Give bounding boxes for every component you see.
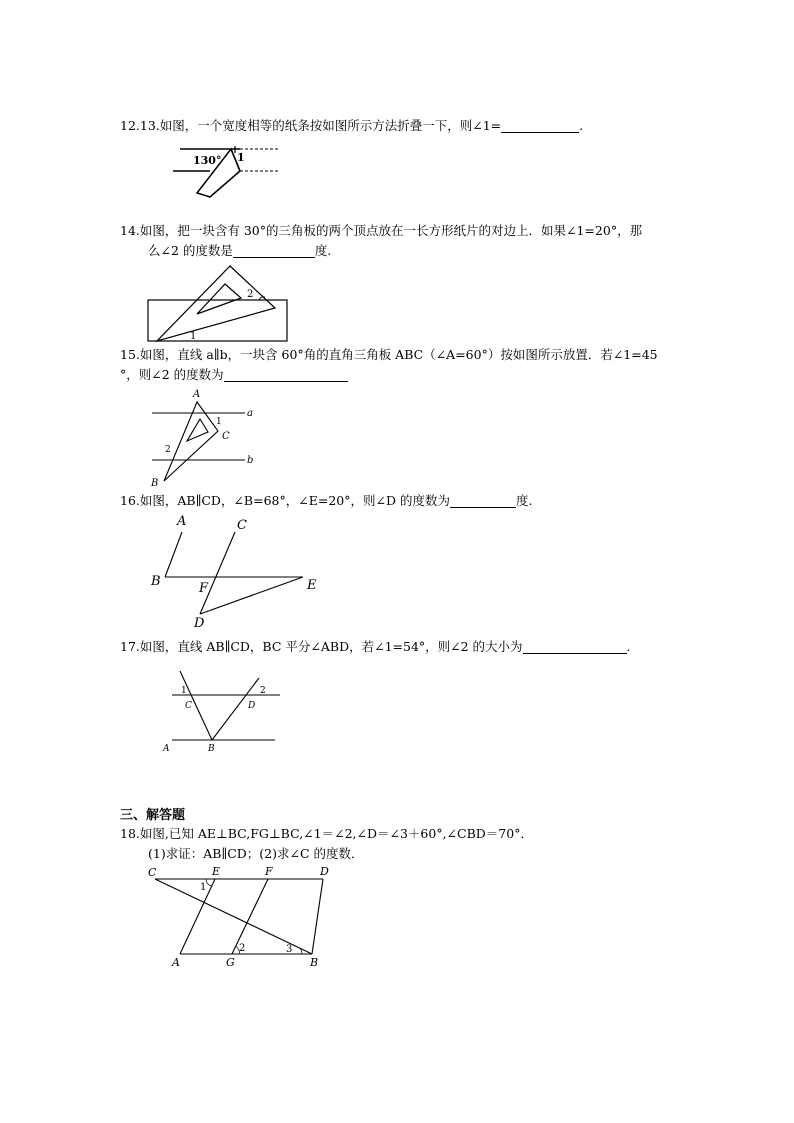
svg-text:2: 2	[165, 445, 171, 455]
answer-blank	[233, 243, 315, 258]
svg-text:C: C	[185, 701, 192, 711]
answer-blank	[450, 493, 516, 508]
svg-text:1: 1	[216, 417, 222, 427]
svg-text:D: D	[194, 616, 205, 631]
svg-text:D: D	[320, 865, 329, 878]
question-15-line1: 15.如图，直线 a∥b，一块含 60°角的直角三角板 ABC（∠A=60°）按如图所示放置．若∠1=45	[120, 347, 658, 362]
line-AB	[165, 532, 182, 577]
triangle-ruler-inner	[197, 284, 241, 314]
triangle-ruler-outer	[164, 402, 218, 481]
svg-text:B: B	[151, 478, 159, 488]
svg-text:1: 1	[200, 882, 207, 893]
figure-15-parallel-lines-triangle	[145, 386, 265, 488]
svg-text:b: b	[247, 455, 254, 466]
svg-text:A: A	[193, 389, 201, 400]
line-GF	[232, 879, 268, 954]
answer-blank	[501, 118, 579, 133]
svg-text:E: E	[307, 578, 317, 593]
question-17: 17.如图，直线 AB∥CD，BC 平分∠ABD，若∠1=54°，则∠2 的大小为 .	[120, 639, 631, 654]
question-13-text: 12.13.如图，一个宽度相等的纸条按如图所示方法折叠一下，则∠1=	[120, 118, 502, 133]
figure-14-triangle-on-rectangle	[145, 262, 295, 344]
figure-16-parallel-lines	[145, 512, 325, 632]
question-13: 12.13.如图，一个宽度相等的纸条按如图所示方法折叠一下，则∠1= .	[120, 118, 584, 133]
svg-text:G: G	[226, 956, 235, 969]
svg-text:C: C	[148, 866, 157, 879]
figure-17-angle-bisector	[160, 666, 285, 756]
angle-2-label: 2	[247, 289, 254, 300]
triangle-ruler-inner	[187, 419, 208, 441]
svg-text:B: B	[208, 744, 215, 754]
line-BD	[312, 879, 323, 954]
question-14	[120, 221, 642, 261]
angle-130-label: 130°	[193, 154, 222, 167]
question-16: 16.如图，AB∥CD，∠B=68°，∠E=20°，则∠D 的度数为 度.	[120, 493, 533, 508]
svg-text:B: B	[310, 956, 319, 969]
section-heading: 三、解答题	[120, 808, 186, 823]
question-15	[120, 345, 658, 385]
svg-text:F: F	[265, 865, 273, 878]
question-18-line2: (1)求证：AB∥CD；(2)求∠C 的度数．	[148, 846, 364, 861]
svg-text:E: E	[212, 865, 221, 878]
svg-text:C: C	[237, 518, 247, 533]
question-15-line2: °，则∠2 的度数为	[120, 365, 658, 385]
svg-text:2: 2	[260, 686, 266, 696]
figure-13-folded-strip	[165, 143, 290, 198]
triangle-ruler-outer	[157, 266, 275, 341]
line-CB	[155, 879, 312, 954]
svg-text:1: 1	[181, 686, 187, 696]
angle-1-label: 1	[190, 331, 197, 342]
svg-text:C: C	[222, 431, 230, 442]
line-DE	[200, 577, 303, 614]
svg-text:F: F	[199, 581, 209, 596]
svg-text:A: A	[177, 514, 187, 529]
line-AE	[180, 879, 215, 954]
svg-text:3: 3	[286, 944, 293, 955]
svg-text:D: D	[248, 701, 256, 711]
svg-text:2: 2	[239, 943, 246, 954]
question-18-line1: 18.如图,已知 AE⊥BC,FG⊥BC,∠1＝∠2,∠D＝∠3＋60°,∠CBD＝70°．	[120, 826, 533, 841]
svg-text:A: A	[163, 744, 170, 754]
figure-18-parallelogram	[140, 862, 340, 970]
answer-blank	[523, 639, 627, 654]
answer-blank	[224, 367, 348, 382]
question-14-line1: 14.如图，把一块含有 30°的三角板的两个顶点放在一长方形纸片的对边上．如果∠1=20°，那	[120, 223, 643, 238]
line-CD	[200, 532, 235, 614]
svg-text:a: a	[247, 408, 253, 419]
svg-text:B: B	[151, 574, 161, 589]
svg-text:A: A	[172, 956, 180, 969]
angle-1-label: 1	[237, 151, 245, 164]
question-14-line2: 么∠2 的度数是 度.	[148, 243, 332, 258]
question-18	[120, 824, 533, 864]
